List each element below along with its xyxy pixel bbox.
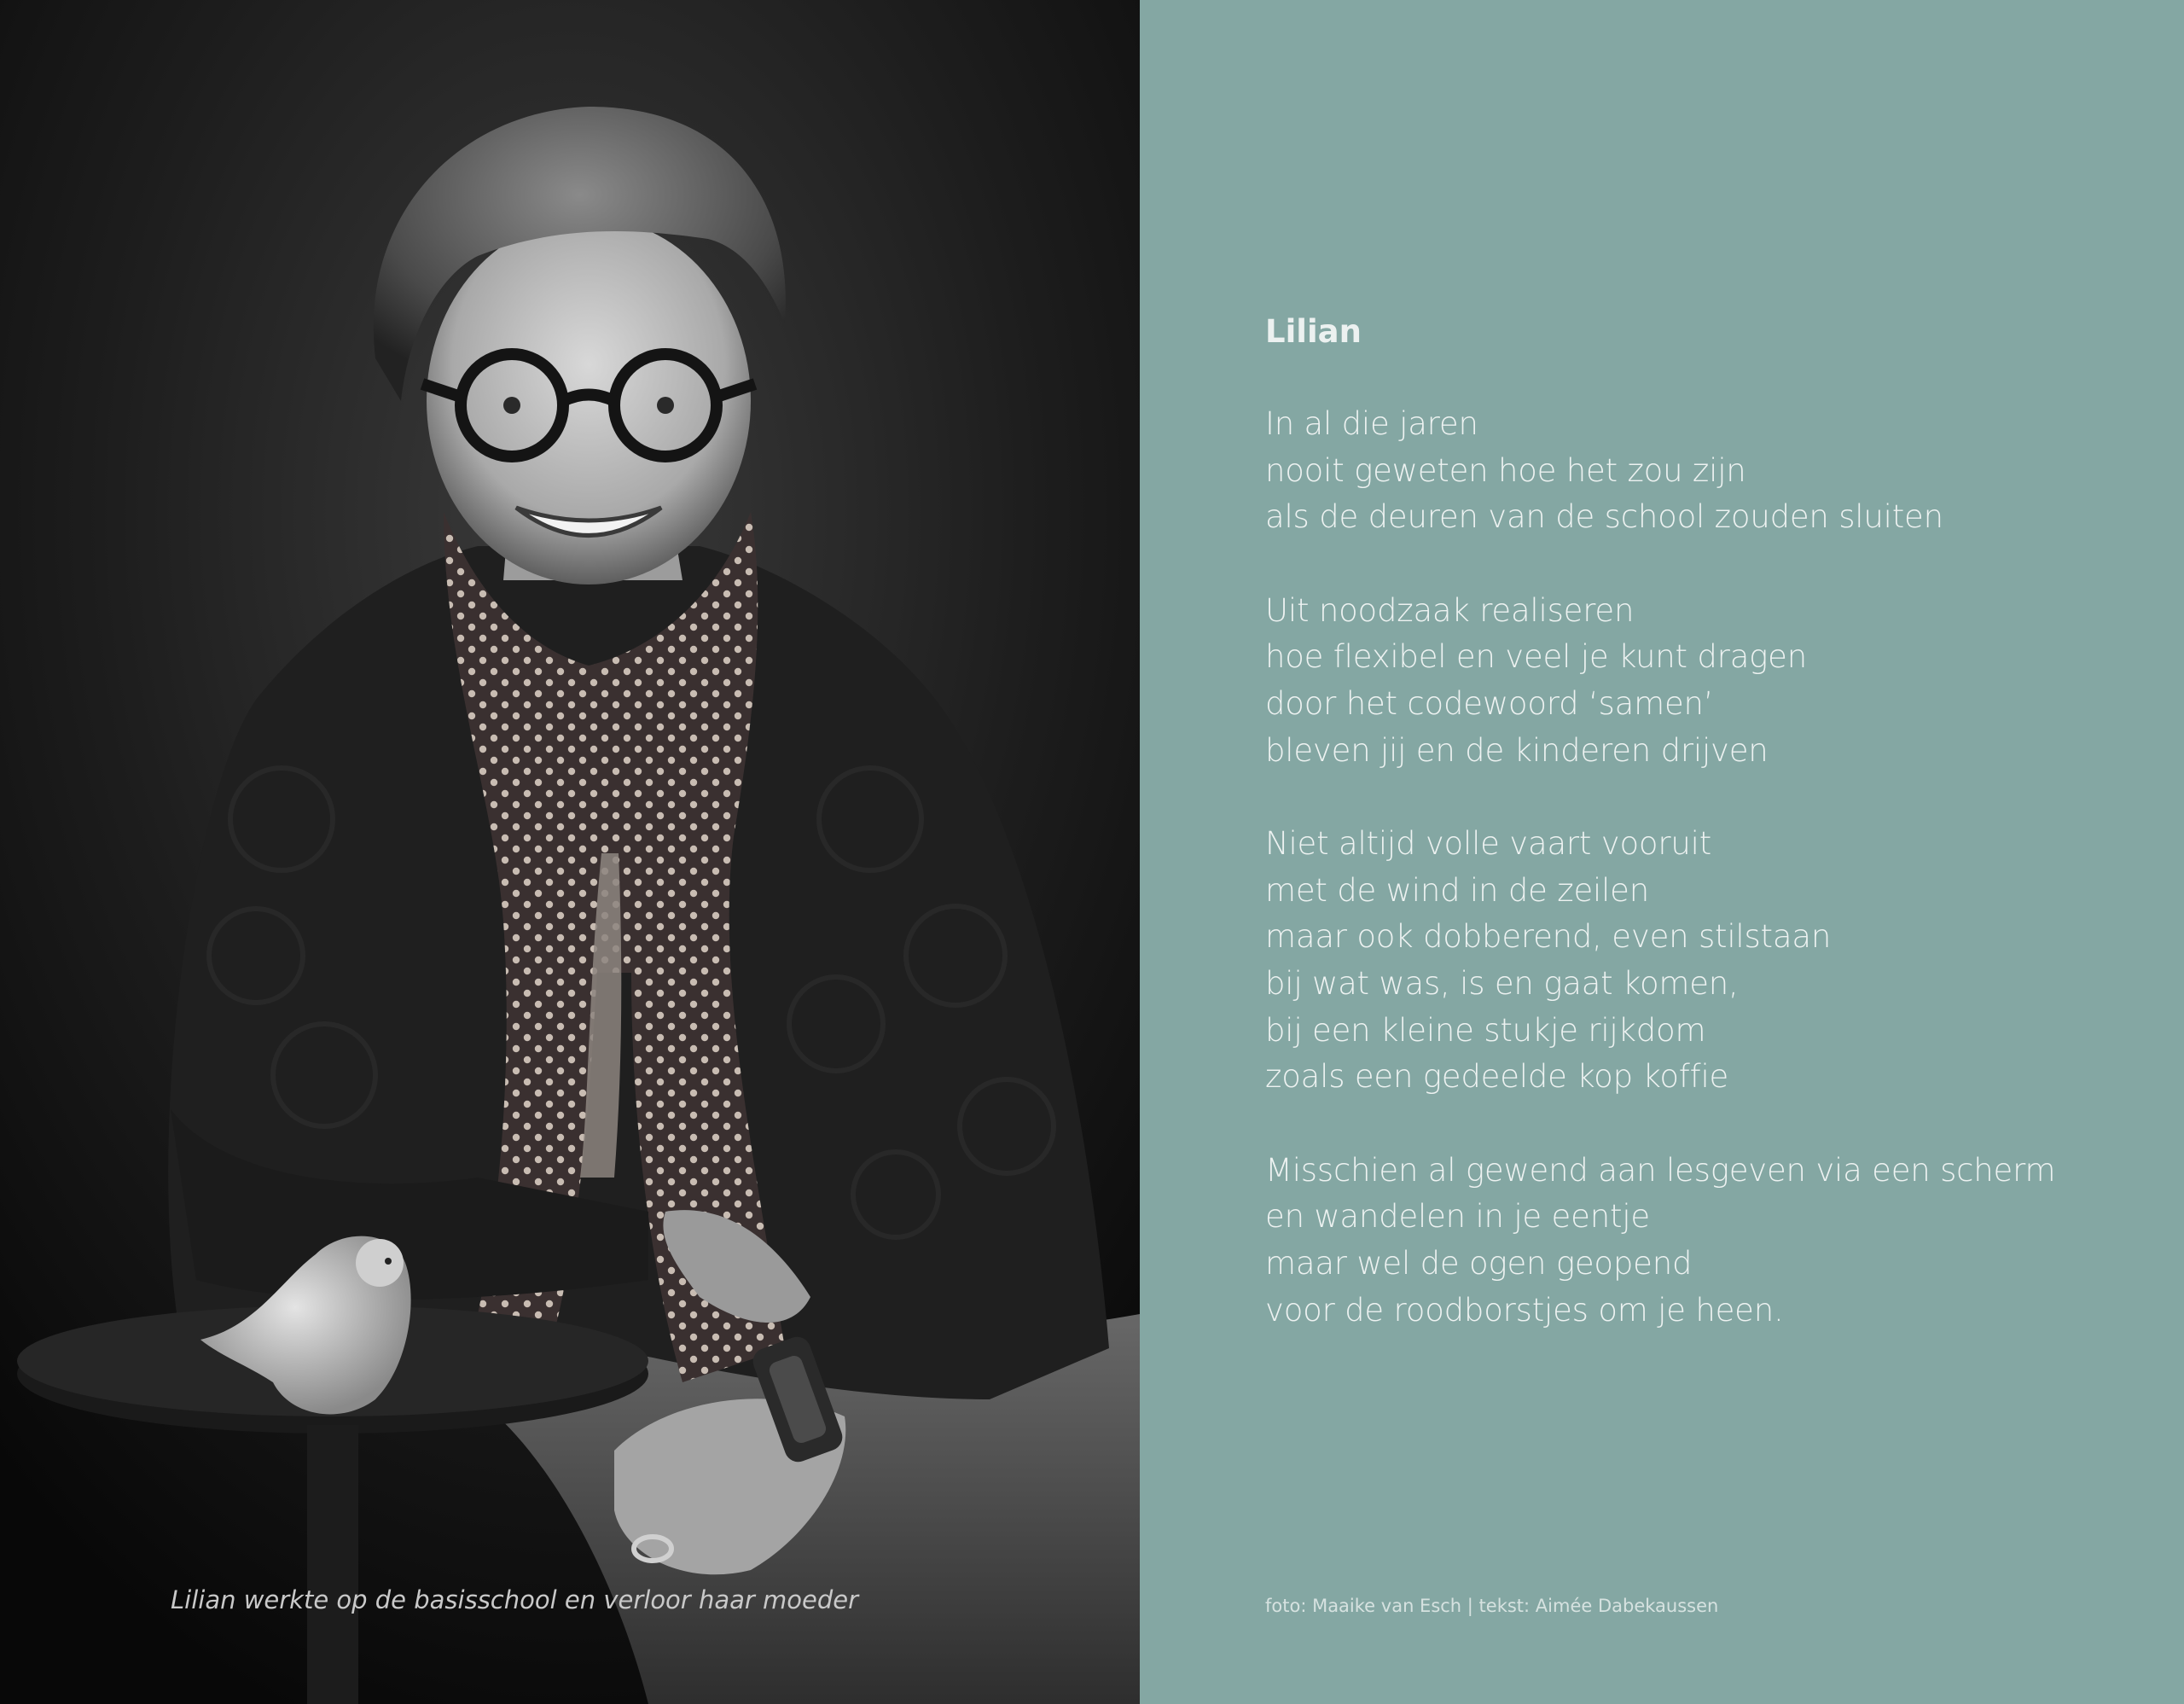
poem-line: nooit geweten hoe het zou zijn [1265,451,1746,489]
poem-line: Uit noodzaak realiseren [1265,591,1635,629]
poem-line: zoals een gedeelde kop koffie [1265,1058,1729,1096]
stanza-3 [1265,821,2152,1101]
poem-title: Lilian [1265,313,1362,350]
poem-line: met de wind in de zeilen [1265,871,1649,909]
poem-line: maar wel de ogen geopend [1265,1244,1693,1282]
poem-line: Misschien al gewend aan lesgeven via een scherm [1265,1151,2056,1189]
stanza-1 [1265,401,2152,541]
poem-line: voor de roodborstjes om je heen. [1265,1291,1784,1329]
poem-line: maar ook dobberend, even stilstaan [1265,918,1832,956]
poem-line: In al die jaren [1265,405,1478,442]
poem-line: bij wat was, is en gaat komen, [1265,964,1739,1002]
photo-caption: Lilian werkte op de basisschool en verloor haar moeder [171,1585,859,1614]
poem [1265,309,2152,1381]
text-page [1140,0,2184,1704]
poem-line: door het codewoord ‘samen’ [1265,684,1714,722]
poem-line: en wandelen in je eentje [1265,1198,1650,1236]
stanza-2 [1265,588,2152,774]
poem-line: Niet altijd volle vaart vooruit [1265,825,1712,863]
poem-line: bleven jij en de kinderen drijven [1265,731,1769,769]
stanza-4 [1265,1148,2152,1334]
poem-line: als de deuren van de school zouden sluiten [1265,498,1943,536]
photo-text-credits: foto: Maaike van Esch | tekst: Aimée Dabekaussen [1265,1596,1719,1616]
poem-line: hoe flexibel en veel je kunt dragen [1265,638,1807,676]
poem-line: bij een kleine stukje rijkdom [1265,1011,1706,1049]
